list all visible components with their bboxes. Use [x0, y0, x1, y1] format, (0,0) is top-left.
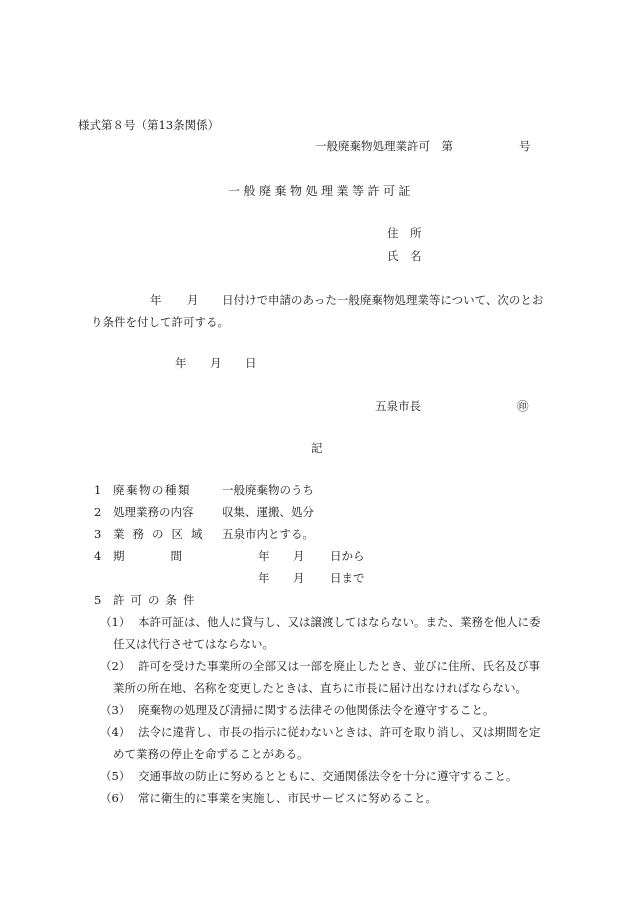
item-value: 一般廃棄物のうち: [222, 483, 314, 497]
item-number: 5: [94, 593, 102, 607]
condition-line1: 法令に違背し、市長の指示に従わないときは、許可を取り消し、又は期間を定: [138, 725, 541, 739]
item-number: 3: [94, 527, 102, 541]
item-number: 1: [94, 483, 102, 497]
intro-line2: り条件を付して許可する。: [91, 315, 229, 329]
period-from-tail: 日から: [330, 549, 365, 563]
item-label: 廃棄物の種類: [113, 483, 191, 497]
condition-line1: 交通事故の防止に努めるとともに、交通関係法令を十分に遵守すること。: [138, 769, 518, 783]
condition-number: （5）: [100, 769, 131, 783]
name-label: 氏 名: [387, 249, 422, 263]
intro-year: 年: [150, 293, 162, 307]
period-to-month: 月: [293, 571, 305, 585]
condition-number: （2）: [100, 659, 131, 673]
seal-mark: ㊞: [517, 399, 529, 413]
date-year: 年: [175, 356, 187, 370]
item-label: 業務の区域: [113, 527, 211, 541]
condition-number: （6）: [100, 791, 131, 805]
ki-heading: 記: [311, 441, 323, 455]
condition-line1: 常に衛生的に事業を実施し、市民サービスに努めること。: [138, 791, 437, 805]
condition-number: （3）: [100, 703, 131, 717]
intro-line1: 日付けで申請のあった一般廃棄物処理業等について、次のとお: [222, 293, 544, 307]
date-day: 日: [245, 356, 257, 370]
item-value: 収集、運搬、処分: [222, 505, 314, 519]
condition-line2: 任又は代行させてはならない。: [113, 637, 274, 651]
document-title: 一般廃棄物処理業等許可証: [228, 184, 415, 198]
mayor-title: 五泉市長: [375, 399, 421, 413]
condition-line2: めて業務の停止を命ずることがある。: [113, 747, 309, 761]
item-number: 2: [94, 505, 102, 519]
date-month: 月: [210, 356, 222, 370]
form-number: 様式第８号（第13条関係）: [78, 118, 220, 132]
period-to-tail: 日まで: [330, 571, 365, 585]
item-number: 4: [94, 549, 102, 563]
condition-line1: 許可を受けた事業所の全部又は一部を廃止したとき、並びに住所、氏名及び事: [138, 659, 541, 673]
condition-line2: 業所の所在地、名称を変更したときは、直ちに市長に届け出なければならない。: [113, 681, 527, 695]
permit-number-suffix: 号: [519, 139, 531, 153]
item-label: 処理業務の内容: [113, 505, 194, 519]
item-label: 期 間: [113, 549, 182, 563]
condition-line1: 廃棄物の処理及び清掃に関する法律その他関係法令を遵守すること。: [138, 703, 495, 717]
period-from-year: 年: [258, 549, 270, 563]
permit-number-prefix: 一般廃棄物処理業許可 第: [315, 139, 453, 153]
condition-number: （4）: [100, 725, 131, 739]
period-from-month: 月: [293, 549, 305, 563]
intro-month: 月: [187, 293, 199, 307]
condition-number: （1）: [100, 615, 131, 629]
address-label: 住 所: [387, 226, 422, 240]
item-label: 許可の条件: [113, 593, 201, 607]
period-to-year: 年: [258, 571, 270, 585]
condition-line1: 本許可証は、他人に貸与し、又は譲渡してはならない。また、業務を他人に委: [138, 615, 541, 629]
item-value: 五泉市内とする。: [222, 527, 314, 541]
